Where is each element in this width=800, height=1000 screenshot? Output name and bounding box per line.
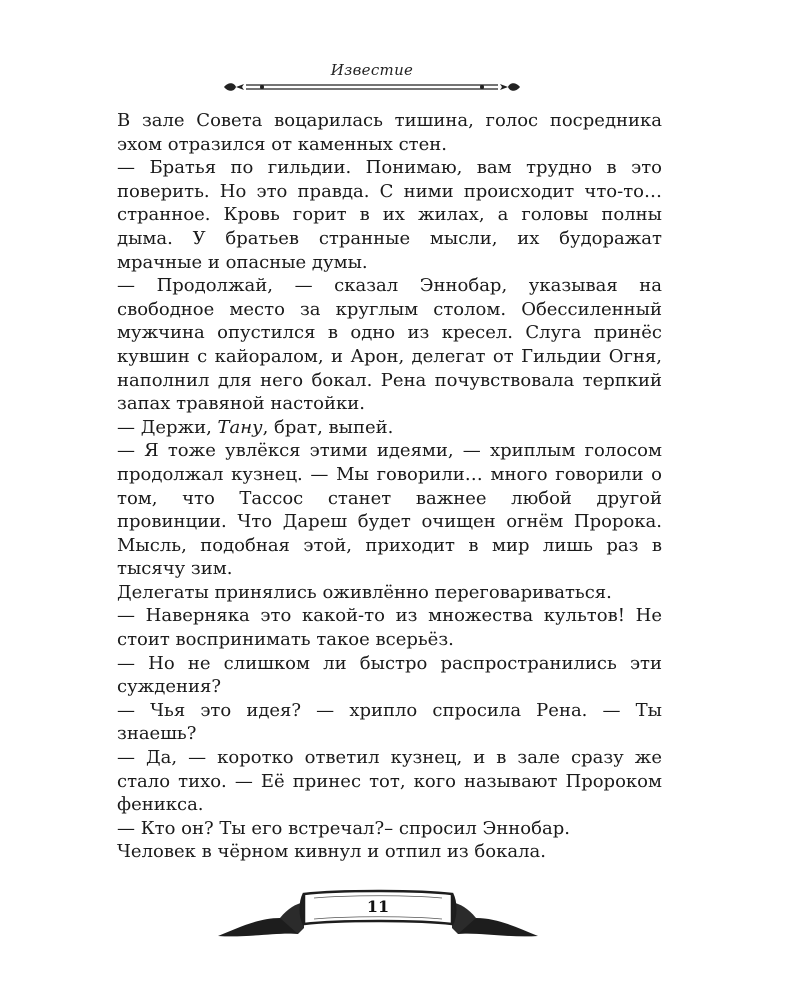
paragraph: — Я тоже увлёкся этими идеями, — хриплым голосом продолжал кузнец. — Мы говорили… много говорили о том, что Тассос станет важнее любой другой провинции. Что Дареш будет очищен огнём Пророка. Мысль, подобная этой, приходит в мир лишь раз в тысячу зим. xyxy=(117,440,662,580)
running-header xyxy=(222,56,522,96)
paragraph xyxy=(117,416,662,440)
paragraph: — Братья по гильдии. Понимаю, вам трудно в это поверить. Но это правда. С ними происходит что-то… странное. Кровь горит в их жилах, а головы полны дыма. У братьев странные мысли, их будоражат мрачные и опасные думы. xyxy=(117,157,662,273)
paragraph: В зале Совета воцарилась тишина, голос посредника эхом отразился от каменных стен. xyxy=(117,110,662,155)
page-number: 11 xyxy=(366,897,390,916)
paragraph: — Продолжай, — сказал Эннобар, указывая на свободное место за круглым столом. Обессиленный мужчина опустился в одно из кресел. Слуга принёс кувшин с кайоралом, и Арон, делегат от Гильдии Огня, наполнил для него бокал. Рена почувствовала терпкий запах травяной настойки. xyxy=(117,275,662,415)
dialogue-text: , брат, выпей. xyxy=(262,416,394,438)
paragraph: — Чья это идея? — хрипло спросила Рена. — Ты знаешь? xyxy=(117,699,662,745)
body-text xyxy=(117,109,662,864)
page-footer xyxy=(218,888,538,943)
paragraph: Человек в чёрном кивнул и отпил из бокала. xyxy=(117,841,546,863)
italic-name: Тану xyxy=(217,416,263,438)
paragraph: — Но не слишком ли быстро распространились эти суждения? xyxy=(117,652,662,698)
paragraph: — Наверняка это какой-то из множества культов! Не стоит воспринимать такое всерьёз. xyxy=(117,605,662,651)
dialogue-text: — Держи, xyxy=(117,416,218,438)
paragraph: — Кто он? Ты его встречал?– спросил Эннобар. xyxy=(117,817,570,839)
paragraph: Делегаты принялись оживлённо переговариваться. xyxy=(117,581,612,603)
paragraph: — Да, — коротко ответил кузнец, и в зале сразу же стало тихо. — Её принес тот, кого называют Пророком феникса. xyxy=(117,747,662,816)
chapter-title: Известие xyxy=(330,61,414,79)
ornamental-rule xyxy=(222,80,522,94)
